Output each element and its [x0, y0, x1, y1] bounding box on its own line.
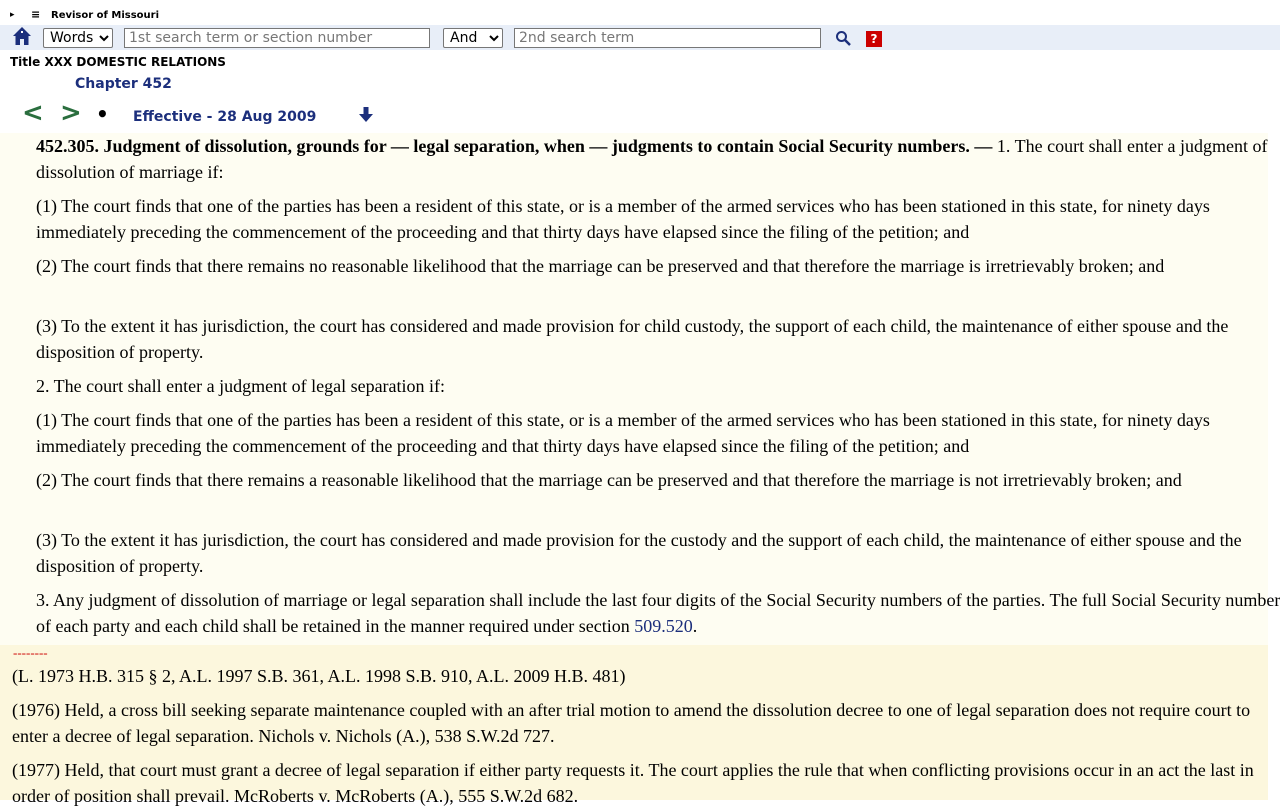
- history-note: (L. 1973 H.B. 315 § 2, A.L. 1997 S.B. 361, A.L. 1998 S.B. 910, A.L. 2009 H.B. 481): [12, 666, 626, 686]
- collapse-toggle[interactable]: ▸: [10, 10, 15, 20]
- search-operator-select[interactable]: [443, 28, 503, 48]
- chapter-link[interactable]: Chapter 452: [75, 76, 172, 92]
- section-paragraph: [12, 133, 1280, 185]
- arrow-down-icon[interactable]: [357, 106, 375, 124]
- section-text-end: .: [692, 616, 698, 636]
- case-note: (1976) Held, a cross bill seeking separate maintenance coupled with an after trial motion to amend the dissolution decree to one of legal separation does not require court to enter a decree of legal separation. Nichols v. Nichols (A.), 538 S.W.2d 727.: [12, 700, 1251, 746]
- section-heading: 452.305. Judgment of dissolution, grounds for — legal separation, when — judgments to contain Social Security numbers. —: [36, 136, 993, 156]
- section-paragraph: (3) To the extent it has jurisdiction, the court has considered and made provision for the custody and the support of each child, the maintenance of either spouse and the disposition of property.: [36, 530, 1242, 576]
- help-icon[interactable]: ?: [866, 31, 882, 47]
- case-note: (1977) Held, that court must grant a decree of legal separation if either party requests it. The court applies the rule that when conflicting provisions occur in an act the last in order of position shall prevail. McRoberts v. McRoberts (A.), 555 S.W.2d 682.: [12, 760, 1254, 806]
- notes-separator: --------: [13, 645, 48, 660]
- search-mode-select[interactable]: [43, 28, 113, 48]
- section-link-509-520[interactable]: 509.520: [634, 616, 693, 636]
- section-paragraph: (3) To the extent it has jurisdiction, the court has considered and made provision for child custody, the support of each child, the maintenance of either spouse and the disposition of property.: [36, 316, 1229, 362]
- home-icon[interactable]: [12, 26, 32, 46]
- next-section-button[interactable]: >: [60, 98, 82, 128]
- section-paragraph: (1) The court finds that one of the parties has been a resident of this state, or is a member of the armed services who has been stationed in this state, for ninety days immediately preceding the commencement of the proceeding and that thirty days have elapsed since the filing of the petition; and: [36, 410, 1210, 456]
- title-heading: Title XXX DOMESTIC RELATIONS: [10, 55, 226, 69]
- section-text: 3. Any judgment of dissolution of marriage or legal separation shall include the last four digits of the Social Security numbers of the parties. The full Social Security number of each party and each child shall be retained in the manner required under section: [36, 590, 1280, 636]
- effective-date: Effective - 28 Aug 2009: [133, 109, 317, 125]
- section-paragraph: (2) The court finds that there remains no reasonable likelihood that the marriage can be preserved and that therefore the marriage is irretrievably broken; and: [36, 256, 1165, 276]
- menu-icon[interactable]: ≡: [31, 8, 41, 21]
- site-title: Revisor of Missouri: [51, 10, 159, 21]
- current-section-dot[interactable]: •: [96, 102, 109, 126]
- second-search-input[interactable]: [514, 28, 821, 48]
- top-line: [0, 0, 1280, 24]
- section-paragraph: (2) The court finds that there remains a reasonable likelihood that the marriage can be preserved and that therefore the marriage is not irretrievably broken; and: [36, 470, 1182, 490]
- section-paragraph: (1) The court finds that one of the parties has been a resident of this state, or is a member of the armed services who has been stationed in this state, for ninety days immediately preceding the commencement of the proceeding and that thirty days have elapsed since the filing of the petition; and: [36, 196, 1210, 242]
- section-paragraph: [12, 587, 1280, 639]
- section-text: 1. The court shall enter a judgment of dissolution of marriage if:: [36, 136, 1268, 182]
- previous-section-button[interactable]: <: [22, 98, 44, 128]
- search-icon[interactable]: [835, 30, 851, 46]
- section-paragraph: 2. The court shall enter a judgment of legal separation if:: [36, 376, 446, 396]
- first-search-input[interactable]: [124, 28, 430, 48]
